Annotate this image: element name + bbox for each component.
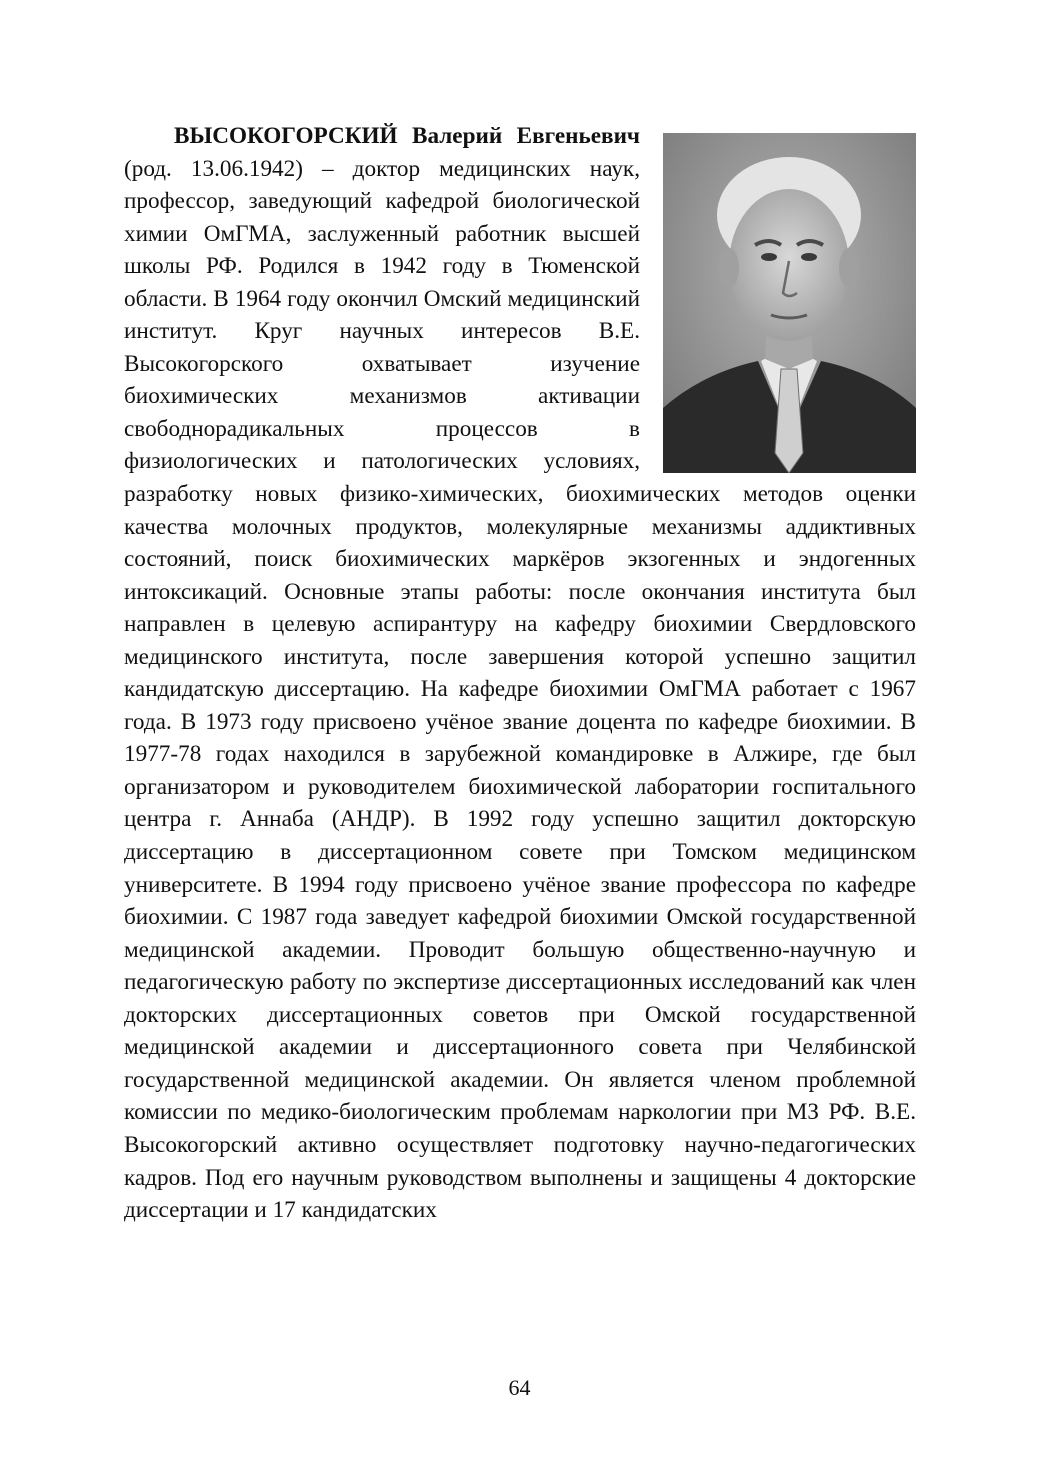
given-names: Валерий Евгеньевич xyxy=(412,123,641,149)
surname: ВЫСОКОГОРСКИЙ xyxy=(174,123,398,149)
biography-body: (род. 13.06.1942) – доктор медицинских наук, профессор, заведующий кафедрой биологической химии ОмГМА, заслуженный работник высшей школы РФ. Родился в 1942 году в Тюменской области. В 1964 году окончил Омский медицинский институт. Круг научных интересов В.Е. Высокогорского охватывает изучение биохимических механизмов активации свободнорадикальных процессов в физиологических и патологических условиях, разработку новых физико-химических, биохимических методов оценки качества молочных продуктов, молекулярные механизмы аддиктивных состояний, поиск биохимических маркёров экзогенных и эндогенных интоксикаций. Основные этапы работы: после окончания института был направлен в целевую аспирантуру на кафедру биохимии Свердловского медицинского института, после завершения которой успешно защитил кандидатскую диссертацию. На кафедре биохимии ОмГМА работает с 1967 года. В 1973 году присвоено учёное звание доцента по кафедре биохимии. В 1977-78 годах находился в зарубежной командировке в Алжире, где был организатором и руководителем биохимической лаборатории госпитального центра г. Аннаба (АНДР). В 1992 году успешно защитил докторскую диссертацию в диссертационном совете при Томском медицинском университете. В 1994 году присвоено учёное звание профессора по кафедре биохимии. С 1987 года заведует кафедрой биохимии Омской государственной медицинской академии. Проводит большую общественно-научную и педагогическую работу по экспертизе диссертационных исследований как член докторских диссертационных советов при Омской государственной медицинской академии и диссертационного совета при Челябинской государственной медицинской академии. Он является членом проблемной комиссии по медико-биологическим проблемам наркологии при МЗ РФ. В.Е. Высокогорский активно осуществляет подготовку научно-педагогических кадров. Под его научным руководством выполнены и защищены 4 докторские диссертации и 17 кандидатских xyxy=(124,155,916,1224)
photo-spacer xyxy=(640,120,916,478)
page-number: 64 xyxy=(508,1375,531,1400)
biography-text xyxy=(124,120,916,1360)
